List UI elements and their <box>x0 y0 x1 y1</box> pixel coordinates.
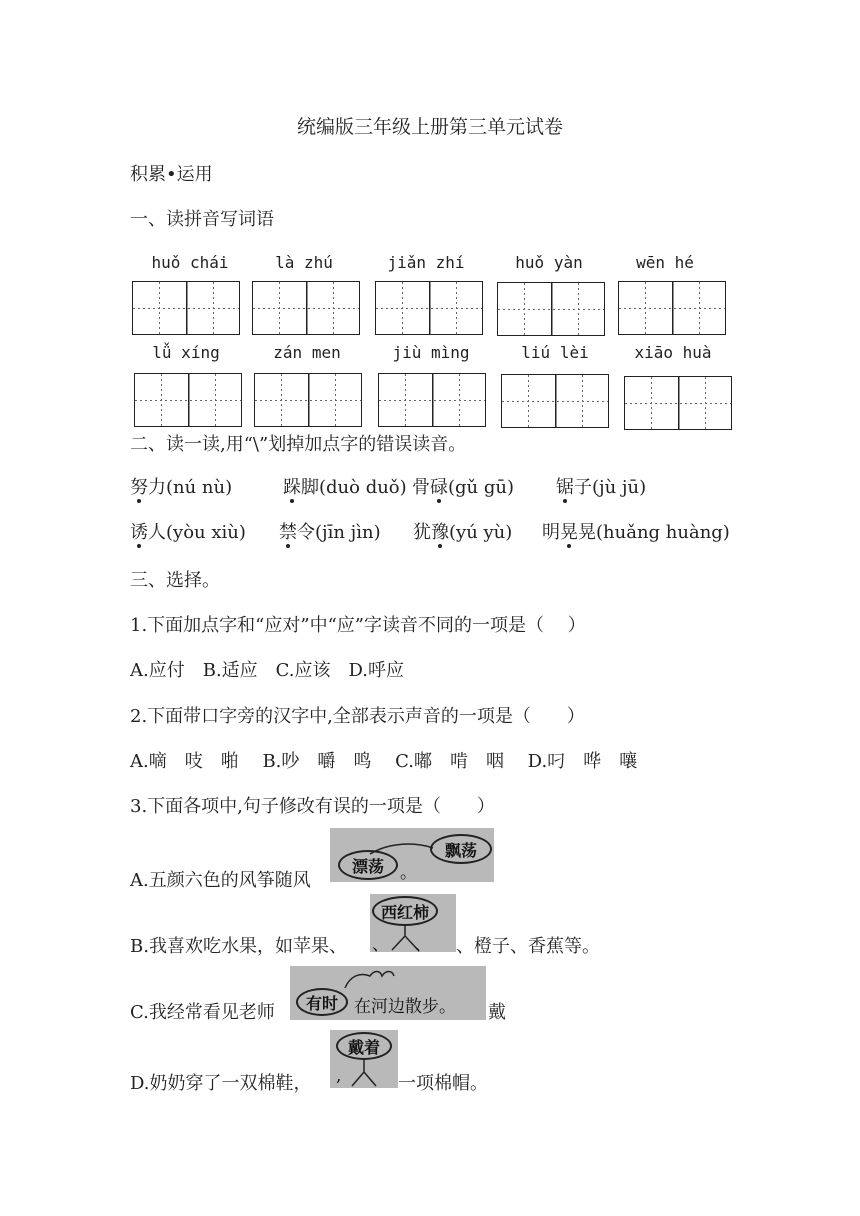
pinyin-8: jiù mìng <box>392 343 470 362</box>
pinyin-1: huǒ chái <box>151 253 229 272</box>
reading-item[interactable]: 跺脚(duò duǒ) <box>283 473 407 499</box>
pinyin-9: liú lèi <box>521 343 589 362</box>
q3-heading: 三、选择。 <box>130 570 220 591</box>
dotted-char: 努 <box>130 473 148 499</box>
writing-grid-8[interactable] <box>378 373 486 427</box>
reading-item[interactable]: 骨碌(gǔ gū) <box>412 473 514 499</box>
correction-image-c: 有时 在河边散步。 <box>290 966 486 1020</box>
correction-image-a: 漂荡 飘荡 。 <box>330 828 494 882</box>
option-c-text[interactable]: C.我经常看见老师 <box>130 1002 275 1023</box>
writing-grid-1[interactable] <box>132 281 240 335</box>
pinyin-6: lǚ xíng <box>152 343 220 362</box>
dotted-char: 跺 <box>283 473 301 499</box>
correction-image-b: 西红柿 、 、 <box>370 894 456 952</box>
pinyin-3: jiǎn zhí <box>387 253 465 272</box>
correction-image-d: 戴着 , <box>330 1030 398 1088</box>
writing-grid-5[interactable] <box>618 281 726 335</box>
dotted-char: 禁 <box>279 518 297 544</box>
reading-item[interactable]: 犹豫(yú yù) <box>413 518 512 544</box>
option-c-after: 戴 <box>488 1002 506 1023</box>
option-d-text[interactable]: D.奶奶穿了一双棉鞋， <box>130 1073 312 1094</box>
q2-heading: 二、读一读,用“\”划掉加点字的错误读音。 <box>130 434 467 455</box>
dotted-char: 晃 <box>560 518 578 544</box>
option-b-after: 、橙子、香蕉等。 <box>456 936 600 957</box>
q3-3-stem: 3.下面各项中,句子修改有误的一项是（ ） <box>130 796 495 817</box>
reading-item[interactable]: 禁令(jīn jìn) <box>279 518 381 544</box>
q1-heading: 一、读拼音写词语 <box>130 209 274 230</box>
option-b-text[interactable]: B.我喜欢吃水果，如苹果、 <box>130 936 347 957</box>
pinyin-10: xiāo huà <box>634 343 712 362</box>
option-d-after: 一项棉帽。 <box>398 1073 488 1094</box>
pinyin-5: wēn hé <box>636 253 694 272</box>
dotted-char: 诱 <box>130 518 148 544</box>
q3-1-stem: 1.下面加点字和“应对”中“应”字读音不同的一项是（ ） <box>130 615 586 636</box>
pinyin-2: là zhú <box>275 253 333 272</box>
reading-item[interactable]: 努力(nú nù) <box>130 473 232 499</box>
oval-wrong-word: 漂荡 <box>338 850 398 880</box>
writing-grid-3[interactable] <box>375 281 483 335</box>
oval-move-word: 有时 <box>296 988 348 1016</box>
writing-grid-9[interactable] <box>501 374 609 428</box>
q3-2-options[interactable]: A.嘀 吱 啪 B.吵 嚼 鸣 C.嘟 啃 咽 D.叼 哗 嚷 <box>130 751 638 772</box>
reading-item[interactable]: 锯子(jù jū) <box>556 473 646 499</box>
reading-item[interactable]: 诱人(yòu xiù) <box>130 518 246 544</box>
dotted-char: 锯 <box>556 473 574 499</box>
oval-insert-word: 戴着 <box>336 1032 392 1060</box>
dotted-char: 碌 <box>430 473 448 499</box>
pinyin-7: zán men <box>273 343 341 362</box>
dotted-char: 豫 <box>431 518 449 544</box>
q3-1-options[interactable]: A.应付 B.适应 C.应该 D.呼应 <box>130 660 405 681</box>
reading-item[interactable]: 明晃晃(huǎng huàng) <box>542 518 730 544</box>
page-title: 统编版三年级上册第三单元试卷 <box>296 116 563 138</box>
q3-2-stem: 2.下面带口字旁的汉字中,全部表示声音的一项是（ ） <box>130 706 585 727</box>
oval-insert-word: 西红柿 <box>372 896 438 926</box>
writing-grid-7[interactable] <box>254 373 362 427</box>
writing-grid-2[interactable] <box>252 281 360 335</box>
section-heading: 积累•运用 <box>130 164 213 185</box>
writing-grid-4[interactable] <box>497 282 605 336</box>
writing-grid-10[interactable] <box>624 376 732 430</box>
oval-correct-word: 飘荡 <box>430 834 492 864</box>
writing-grid-6[interactable] <box>134 373 242 427</box>
pinyin-4: huǒ yàn <box>515 253 583 272</box>
option-a-text[interactable]: A.五颜六色的风筝随风 <box>130 870 311 891</box>
